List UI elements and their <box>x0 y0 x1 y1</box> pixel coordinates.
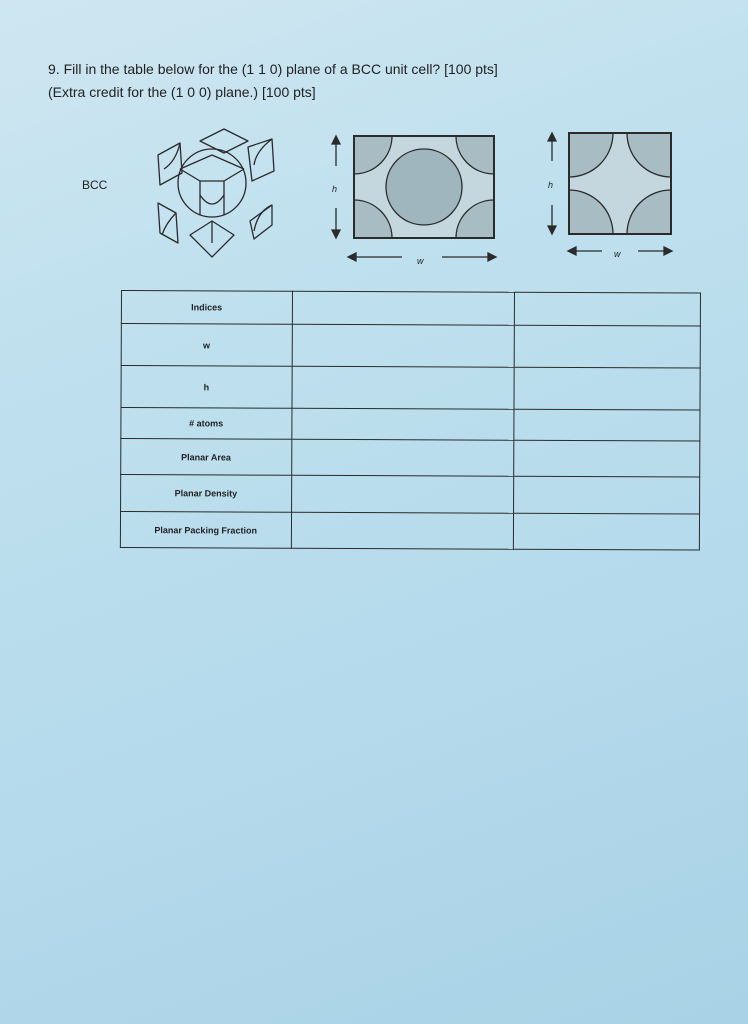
plane-110-w-label: w <box>417 256 424 266</box>
row-label-planar-density: Planar Density <box>121 475 292 513</box>
answer-cell-110-h[interactable] <box>291 366 513 409</box>
plane-100-h-label: h <box>548 180 554 190</box>
table-row <box>121 408 700 442</box>
bcc-unit-cell-drawing <box>150 125 280 260</box>
row-label-planar-packing-fraction: Planar Packing Fraction <box>120 512 291 549</box>
question-text <box>48 58 498 104</box>
answer-cell-110-indices[interactable] <box>292 291 514 325</box>
answer-cell-110-planar-area[interactable] <box>291 439 513 476</box>
row-label-w: w <box>121 324 292 367</box>
answer-cell-100-planar-density[interactable] <box>513 476 699 514</box>
row-label-planar-area: Planar Area <box>121 439 292 476</box>
plane-110-diagram <box>354 136 494 238</box>
question-line-2: (Extra credit for the (1 0 0) plane.) [100 pts] <box>48 84 316 100</box>
table-row <box>121 324 700 369</box>
row-label-h: h <box>121 366 292 409</box>
answer-cell-100-atoms[interactable] <box>514 409 700 441</box>
answer-cell-110-planar-density[interactable] <box>291 475 513 513</box>
answer-cell-100-packing-fraction[interactable] <box>513 513 699 550</box>
answer-cell-110-packing-fraction[interactable] <box>291 512 513 549</box>
plane-100-diagram <box>569 133 671 234</box>
row-label-indices: Indices <box>121 291 292 325</box>
table-row <box>121 366 700 411</box>
plane-100-w-label: w <box>614 249 621 259</box>
planar-properties-table <box>120 290 701 551</box>
answer-cell-110-atoms[interactable] <box>291 408 513 440</box>
table-row <box>121 439 700 478</box>
answer-cell-100-h[interactable] <box>514 367 701 410</box>
row-label-atoms: # atoms <box>121 408 292 440</box>
question-line-1: 9. Fill in the table below for the (1 1 0) plane of a BCC unit cell? [100 pts] <box>48 61 498 77</box>
answer-cell-100-w[interactable] <box>514 325 701 368</box>
table-row <box>121 291 700 327</box>
table-row <box>120 512 699 551</box>
answer-cell-100-planar-area[interactable] <box>513 440 699 477</box>
bcc-label: BCC <box>82 178 108 192</box>
answer-cell-110-w[interactable] <box>292 324 514 367</box>
table-row <box>121 475 700 515</box>
plane-110-h-label: h <box>332 184 338 194</box>
answer-cell-100-indices[interactable] <box>514 292 700 326</box>
